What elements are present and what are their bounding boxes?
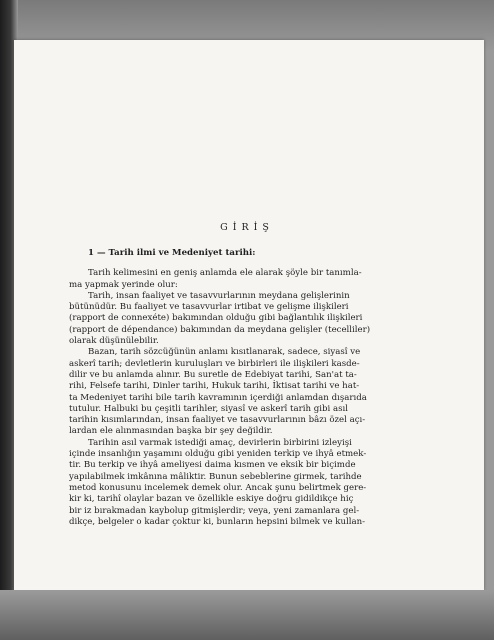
paragraph-1 <box>69 268 429 291</box>
text-line: askerî tarih; devletlerin kuruluşları ve birbirleri ile ilişkileri kasde- <box>69 358 360 369</box>
text-line: Tarihin asıl varmak istediği amaç, devirlerin birbirini izleyişi <box>88 437 352 448</box>
text-line: ma yapmak yerinde olur: <box>69 279 178 290</box>
text-line: (rapport de dépendance) bakımından da meydana gelişler (tecelliler) <box>69 324 371 335</box>
paragraph-4 <box>69 438 429 528</box>
text-line: rihi, Felsefe tarihi, Dinler tarihi, Hukuk tarihi, İktisat tarihi ve hat- <box>69 381 360 392</box>
text-line: bir iz bırakmadan kaybolup gitmişlerdir; veya, yeni zamanlara gel- <box>69 505 360 516</box>
text-line: tarihin kısımlarından, insan faaliyet ve tasavvurlarının bâzı özel açı- <box>69 415 366 426</box>
paragraph-2 <box>69 291 429 347</box>
text-line: Tarih kelimesini en geniş anlamda ele alarak şöyle bir tanımla- <box>88 268 362 279</box>
body-text <box>69 248 429 528</box>
text-line: bütünüdür. Bu faaliyet ve tasavvurlar irtibat ve gelişme ilişkileri <box>69 302 349 313</box>
text-line: ta Medeniyet tarihi bile tarih kavramının içerdiği anlamdan dışarıda <box>69 392 367 403</box>
text-line: yapılabilmek imkânına mâliktir. Bunun sebeblerine girmek, tarihde <box>69 471 362 482</box>
text-line: olarak düşünülebilir. <box>69 336 159 347</box>
text-line: metod konusunu incelemek demek olur. Ancak şunu belirtmek gere- <box>69 482 367 493</box>
text-line: içinde insanlığın yaşamını olduğu gibi yeniden terkip ve ihyâ etmek- <box>69 449 367 460</box>
text-line: tir. Bu terkip ve ihyâ ameliyesi daima kısmen ve eksik bir biçimde <box>69 460 356 471</box>
text-line: tutulur. Halbuki bu çeşitli tarihler, siyasî ve askerî tarih gibi asıl <box>69 403 348 414</box>
section-title: 1 — Tarih ilmi ve Medeniyet tarihi: <box>88 248 256 258</box>
text-line: (rapport de connexéte) bakımından olduğu gibi bağlantılık ilişkileri <box>69 313 363 324</box>
paragraph-3 <box>69 347 429 437</box>
text-line: dilir ve bu anlamda alınır. Bu suretle de Edebiyat tarihi, San'at ta- <box>69 369 357 380</box>
chapter-heading: GİRİŞ <box>220 222 274 233</box>
text-line: lardan ele alınmasından başka bir şey değildir. <box>69 426 273 437</box>
scanner-bottom-edge <box>0 590 494 640</box>
text-line: dikçe, belgeler o kadar çoktur ki, bunların hepsini bilmek ve kullan- <box>69 516 366 527</box>
text-line: Bazan, tarih sözcüğünün anlamı kısıtlanarak, sadece, siyasî ve <box>88 347 361 358</box>
text-line: kir ki, tarihî olaylar bazan ve özellikle eskiye doğru gidildikçe hiç <box>69 494 354 505</box>
text-line: Tarih, insan faaliyet ve tasavvurlarının meydana gelişlerinin <box>88 290 350 301</box>
